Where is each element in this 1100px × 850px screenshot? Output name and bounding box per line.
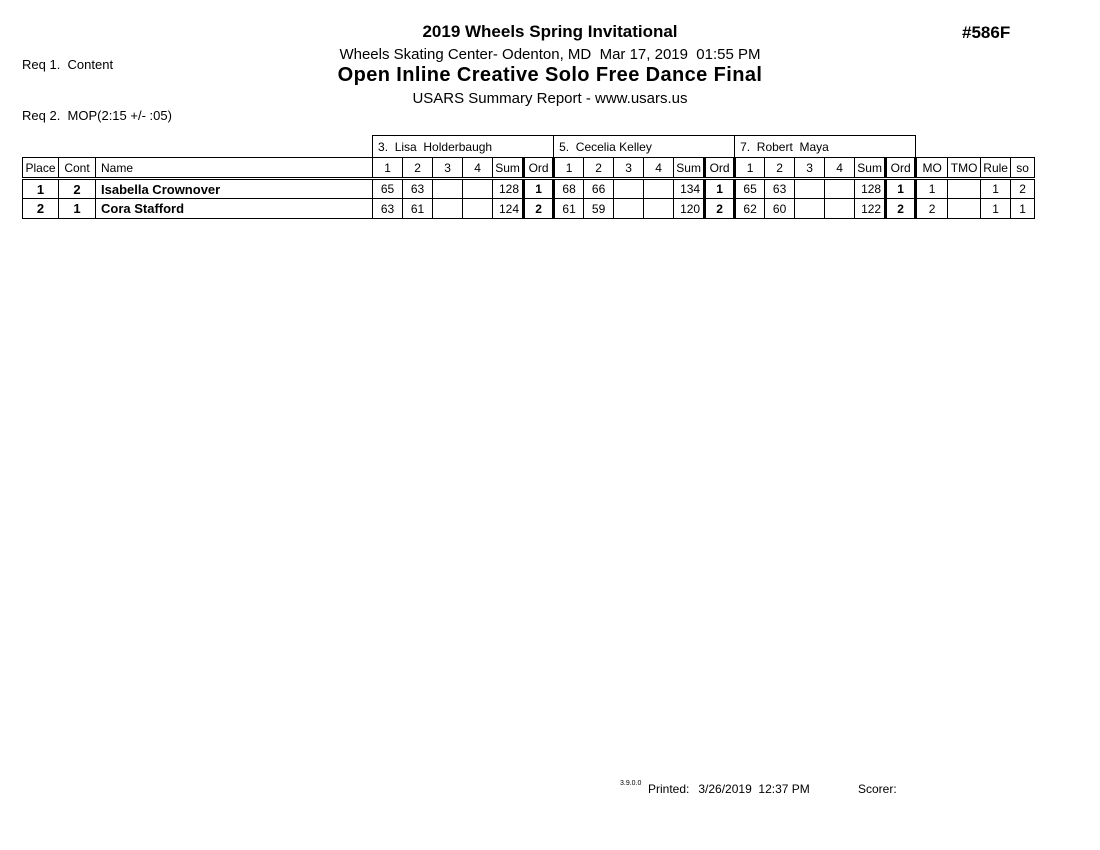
judge-row-spacer-left bbox=[23, 136, 373, 158]
header-j2-ord: Ord bbox=[705, 158, 735, 179]
cell-cont: 1 bbox=[59, 199, 96, 219]
page-title: 2019 Wheels Spring Invitational bbox=[422, 22, 678, 41]
cell-skater-name: Cora Stafford bbox=[96, 199, 373, 219]
cell-j3-ord: 1 bbox=[886, 179, 916, 199]
cell-place: 1 bbox=[23, 179, 59, 199]
cell-j2-mark3 bbox=[614, 199, 644, 219]
cell-skater-name: Isabella Crownover bbox=[96, 179, 373, 199]
header-j2-mark4: 4 bbox=[644, 158, 674, 179]
header-mo: MO bbox=[916, 158, 948, 179]
header-name: Name bbox=[96, 158, 373, 179]
header-j3-ord: Ord bbox=[886, 158, 916, 179]
header-j3-mark2: 2 bbox=[765, 158, 795, 179]
cell-j1-mark2: 61 bbox=[403, 199, 433, 219]
header-j1-ord: Ord bbox=[524, 158, 554, 179]
header-j2-mark3: 3 bbox=[614, 158, 644, 179]
header-j2-mark2: 2 bbox=[584, 158, 614, 179]
column-header-row bbox=[23, 158, 1035, 179]
cell-j3-mark2: 60 bbox=[765, 199, 795, 219]
cell-mo: 1 bbox=[916, 179, 948, 199]
table-row bbox=[23, 199, 1035, 219]
cell-j3-mark3 bbox=[795, 179, 825, 199]
printed-value: 3/26/2019 12:37 PM bbox=[698, 782, 810, 796]
cell-j3-sum: 122 bbox=[855, 199, 886, 219]
header-so: so bbox=[1011, 158, 1035, 179]
event-title: Open Inline Creative Solo Free Dance Final bbox=[337, 64, 763, 86]
cell-j2-mark1: 68 bbox=[554, 179, 584, 199]
cell-j3-ord: 2 bbox=[886, 199, 916, 219]
req-line-2: Req 2. MOP(2:15 +/- :05) bbox=[22, 108, 172, 123]
header-j1-mark3: 3 bbox=[433, 158, 463, 179]
header-j3-mark4: 4 bbox=[825, 158, 855, 179]
cell-so: 2 bbox=[1011, 179, 1035, 199]
header-j2-mark1: 1 bbox=[554, 158, 584, 179]
cell-j2-mark4 bbox=[644, 199, 674, 219]
cell-j3-mark1: 65 bbox=[735, 179, 765, 199]
cell-j2-mark2: 59 bbox=[584, 199, 614, 219]
cell-j1-mark1: 65 bbox=[373, 179, 403, 199]
cell-j1-sum: 124 bbox=[493, 199, 524, 219]
header-tmo: TMO bbox=[948, 158, 981, 179]
cell-j2-mark3 bbox=[614, 179, 644, 199]
cell-place: 2 bbox=[23, 199, 59, 219]
cell-j1-ord: 1 bbox=[524, 179, 554, 199]
cell-tmo bbox=[948, 199, 981, 219]
printed-line bbox=[648, 782, 810, 796]
cell-so: 1 bbox=[1011, 199, 1035, 219]
judge-3-name: 7. Robert Maya bbox=[735, 136, 916, 158]
score-table bbox=[22, 135, 1035, 219]
cell-j3-mark2: 63 bbox=[765, 179, 795, 199]
cell-j2-mark1: 61 bbox=[554, 199, 584, 219]
cell-j3-mark1: 62 bbox=[735, 199, 765, 219]
report-type-line: USARS Summary Report - www.usars.us bbox=[412, 90, 688, 107]
cell-j3-sum: 128 bbox=[855, 179, 886, 199]
judge-header-row bbox=[23, 136, 1035, 158]
header-j1-mark2: 2 bbox=[403, 158, 433, 179]
header-j1-sum: Sum bbox=[493, 158, 524, 179]
cell-j2-sum: 134 bbox=[674, 179, 705, 199]
cell-j1-ord: 2 bbox=[524, 199, 554, 219]
printed-label: Printed: bbox=[648, 782, 690, 796]
scorer-label: Scorer: bbox=[858, 782, 897, 796]
cell-j1-sum: 128 bbox=[493, 179, 524, 199]
software-version: 3.9.0.0 bbox=[620, 780, 642, 787]
cell-j3-mark4 bbox=[825, 199, 855, 219]
cell-rule: 1 bbox=[981, 199, 1011, 219]
event-number: #586F bbox=[962, 23, 1011, 42]
table-row bbox=[23, 179, 1035, 199]
cell-j1-mark3 bbox=[433, 199, 463, 219]
cell-j2-sum: 120 bbox=[674, 199, 705, 219]
header-place: Place bbox=[23, 158, 59, 179]
cell-mo: 2 bbox=[916, 199, 948, 219]
header-j3-sum: Sum bbox=[855, 158, 886, 179]
header-j3-mark3: 3 bbox=[795, 158, 825, 179]
req-line-1: Req 1. Content bbox=[22, 57, 114, 72]
header-j1-mark4: 4 bbox=[463, 158, 493, 179]
cell-j1-mark1: 63 bbox=[373, 199, 403, 219]
header-j2-sum: Sum bbox=[674, 158, 705, 179]
header-rule: Rule bbox=[981, 158, 1011, 179]
cell-j3-mark3 bbox=[795, 199, 825, 219]
judge-row-spacer-right bbox=[916, 136, 1035, 158]
cell-j2-mark4 bbox=[644, 179, 674, 199]
cell-j1-mark2: 63 bbox=[403, 179, 433, 199]
cell-j1-mark4 bbox=[463, 199, 493, 219]
header-j1-mark1: 1 bbox=[373, 158, 403, 179]
judge-1-name: 3. Lisa Holderbaugh bbox=[373, 136, 554, 158]
cell-tmo bbox=[948, 179, 981, 199]
cell-j1-mark3 bbox=[433, 179, 463, 199]
cell-j3-mark4 bbox=[825, 179, 855, 199]
header-j3-mark1: 1 bbox=[735, 158, 765, 179]
cell-cont: 2 bbox=[59, 179, 96, 199]
venue-date-line: Wheels Skating Center- Odenton, MD Mar 17, 2019 01:55 PM bbox=[339, 46, 761, 63]
judge-2-name: 5. Cecelia Kelley bbox=[554, 136, 735, 158]
cell-j2-mark2: 66 bbox=[584, 179, 614, 199]
header-cont: Cont bbox=[59, 158, 96, 179]
cell-rule: 1 bbox=[981, 179, 1011, 199]
cell-j2-ord: 1 bbox=[705, 179, 735, 199]
cell-j2-ord: 2 bbox=[705, 199, 735, 219]
cell-j1-mark4 bbox=[463, 179, 493, 199]
